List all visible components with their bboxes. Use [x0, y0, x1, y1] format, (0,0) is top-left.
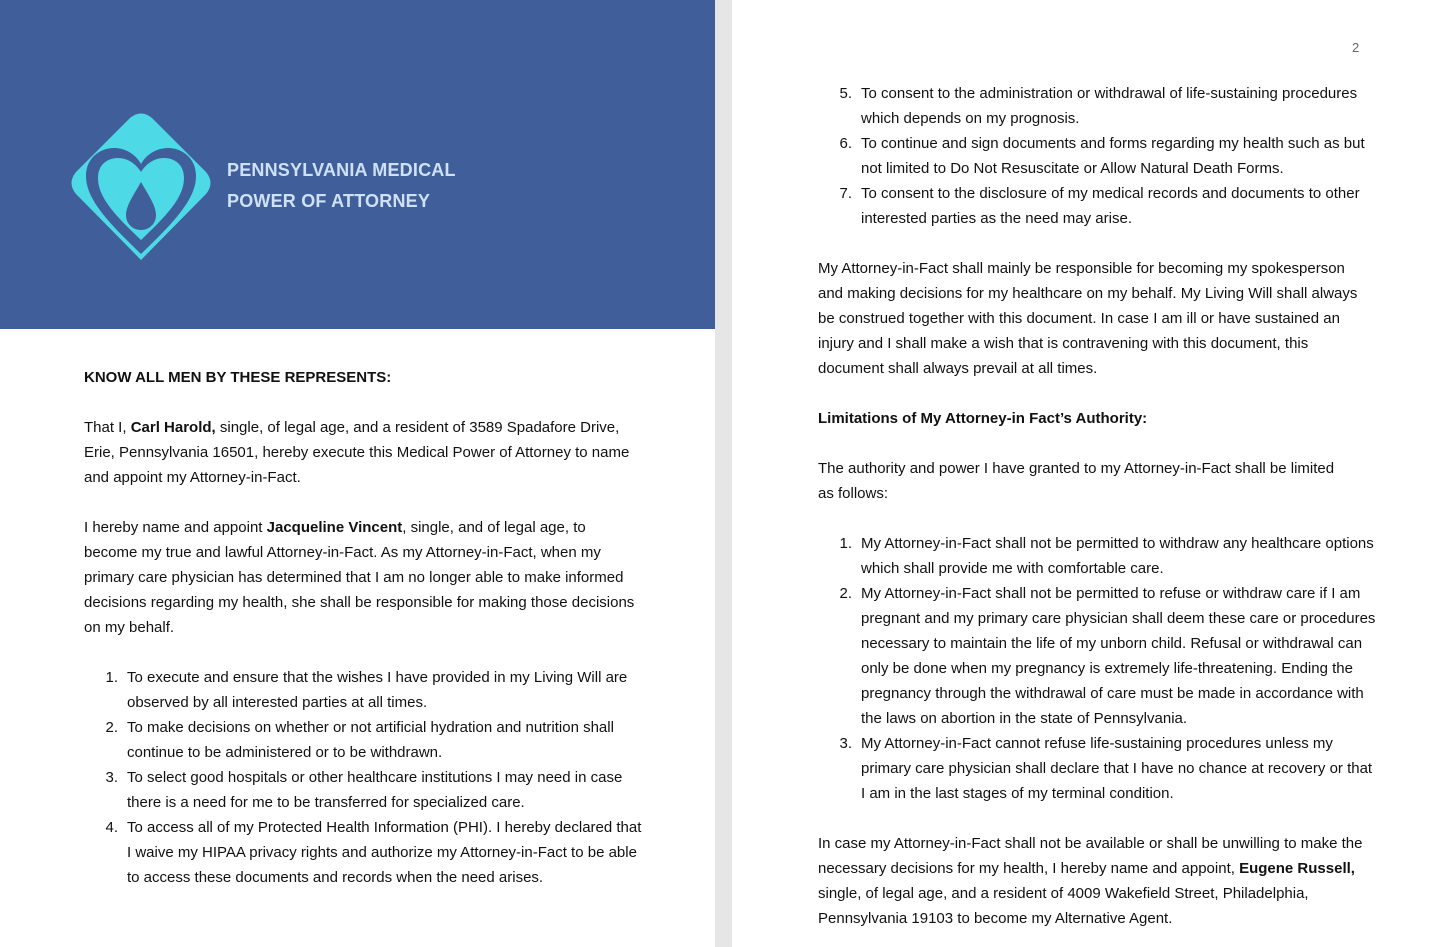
- appointment-text-pre: I hereby name and appoint: [84, 519, 267, 536]
- list-item: [84, 815, 644, 890]
- page-gutter: [715, 0, 732, 947]
- title-line-2: POWER OF ATTORNEY: [227, 191, 431, 211]
- intro-text-post: single, of legal age, and a resident of 3589 Spadafore Drive, Erie, Pennsylvania 16501, hereby execute this Medical Power of Attorney to name and appoint my Attorney-in-Fact.: [84, 419, 630, 486]
- responsibility-paragraph: My Attorney-in-Fact shall mainly be responsible for becoming my spokesperson and making decisions for my healthcare on my behalf. My Living Will shall always be construed together with this document. In case I am ill or have sustained an injury and I shall make a wish that is contravening with this document, this document shall always prevail at all times.: [818, 260, 1358, 377]
- title-line-1: PENNSYLVANIA MEDICAL: [227, 160, 456, 180]
- appointment-text-post: , single, and of legal age, to become my true and lawful Attorney-in-Fact. As my Attorney-in-Fact, when my primary care physician has determined that I am no longer able to make informed decisions regarding my health, she shall be responsible for making those decisions on my behalf.: [84, 519, 635, 636]
- document-page-1: [0, 0, 715, 947]
- alternate-agent-name: Eugene Russell,: [1239, 860, 1355, 877]
- powers-list: [84, 665, 644, 890]
- heart-drop-icon: [70, 112, 212, 262]
- list-item: [818, 81, 1378, 131]
- list-number: 6.: [839, 135, 852, 152]
- header-banner: [0, 0, 715, 329]
- list-text: To make decisions on whether or not artificial hydration and nutrition shall continue to be administered or to be withdrawn.: [127, 719, 614, 761]
- list-item: [84, 765, 644, 815]
- list-number: 1.: [839, 535, 852, 552]
- alternate-text-pre: In case my Attorney-in-Fact shall not be available or shall be unwilling to make the necessary decisions for my health, I hereby name and appoint,: [818, 835, 1363, 877]
- list-text: To consent to the administration or withdrawal of life-sustaining procedures which depends on my prognosis.: [861, 85, 1358, 127]
- list-number: 2.: [839, 585, 852, 602]
- list-item: [818, 181, 1378, 231]
- limitations-intro: The authority and power I have granted to my Attorney-in-Fact shall be limited as follows:: [818, 460, 1335, 502]
- list-text: My Attorney-in-Fact cannot refuse life-sustaining procedures unless my primary care physician shall declare that I have no chance at recovery or that I am in the last stages of my terminal condition.: [861, 735, 1373, 802]
- list-text: My Attorney-in-Fact shall not be permitted to refuse or withdraw care if I am pregnant and my primary care physician shall deem these care or procedures necessary to maintain the life of my unborn child. Refusal or withdrawal can only be done when my pregnancy is extremely life-threatening. Ending the pregnancy through the withdrawal of care must be made in accordance with the laws on abortion in the state of Pennsylvania.: [861, 585, 1376, 727]
- powers-list-continued: [818, 81, 1378, 231]
- page-number: 2: [1352, 40, 1360, 55]
- list-number: 4.: [105, 819, 118, 836]
- document-title: [227, 155, 456, 217]
- list-item: [818, 531, 1378, 581]
- list-item: [84, 715, 644, 765]
- agent-name: Jacqueline Vincent: [266, 519, 403, 536]
- appointment-paragraph: [84, 515, 636, 640]
- intro-text-pre: That I,: [84, 419, 131, 436]
- list-item: [818, 131, 1378, 181]
- alternate-agent-paragraph: [818, 831, 1363, 931]
- intro-paragraph: [84, 415, 644, 490]
- limitations-list: [818, 531, 1378, 806]
- list-text: To select good hospitals or other healthcare institutions I may need in case there is a need for me to be transferred for specialized care.: [127, 769, 623, 811]
- list-number: 3.: [839, 735, 852, 752]
- principal-name: Carl Harold,: [130, 419, 216, 436]
- list-number: 1.: [105, 669, 118, 686]
- list-text: To consent to the disclosure of my medical records and documents to other interested parties as the need may arise.: [861, 185, 1360, 227]
- list-text: My Attorney-in-Fact shall not be permitted to withdraw any healthcare options which shall provide me with comfortable care.: [861, 535, 1374, 577]
- list-number: 3.: [105, 769, 118, 786]
- list-text: To continue and sign documents and forms regarding my health such as but not limited to Do Not Resuscitate or Allow Natural Death Forms.: [861, 135, 1365, 177]
- list-item: [84, 665, 644, 715]
- alternate-text-post: single, of legal age, and a resident of 4009 Wakefield Street, Philadelphia, Pennsylvania 19103 to become my Alternative Agent.: [818, 885, 1309, 927]
- limitations-heading: Limitations of My Attorney-in Fact’s Authority:: [818, 410, 1148, 427]
- list-item: [818, 581, 1378, 731]
- list-item: [818, 731, 1378, 806]
- list-number: 5.: [839, 85, 852, 102]
- list-number: 7.: [839, 185, 852, 202]
- list-text: To access all of my Protected Health Information (PHI). I hereby declared that I waive my HIPAA privacy rights and authorize my Attorney-in-Fact to be able to access these documents and records when the need arises.: [127, 819, 642, 886]
- list-number: 2.: [105, 719, 118, 736]
- section-heading: KNOW ALL MEN BY THESE REPRESENTS:: [84, 369, 392, 386]
- list-text: To execute and ensure that the wishes I have provided in my Living Will are observed by all interested parties at all times.: [127, 669, 628, 711]
